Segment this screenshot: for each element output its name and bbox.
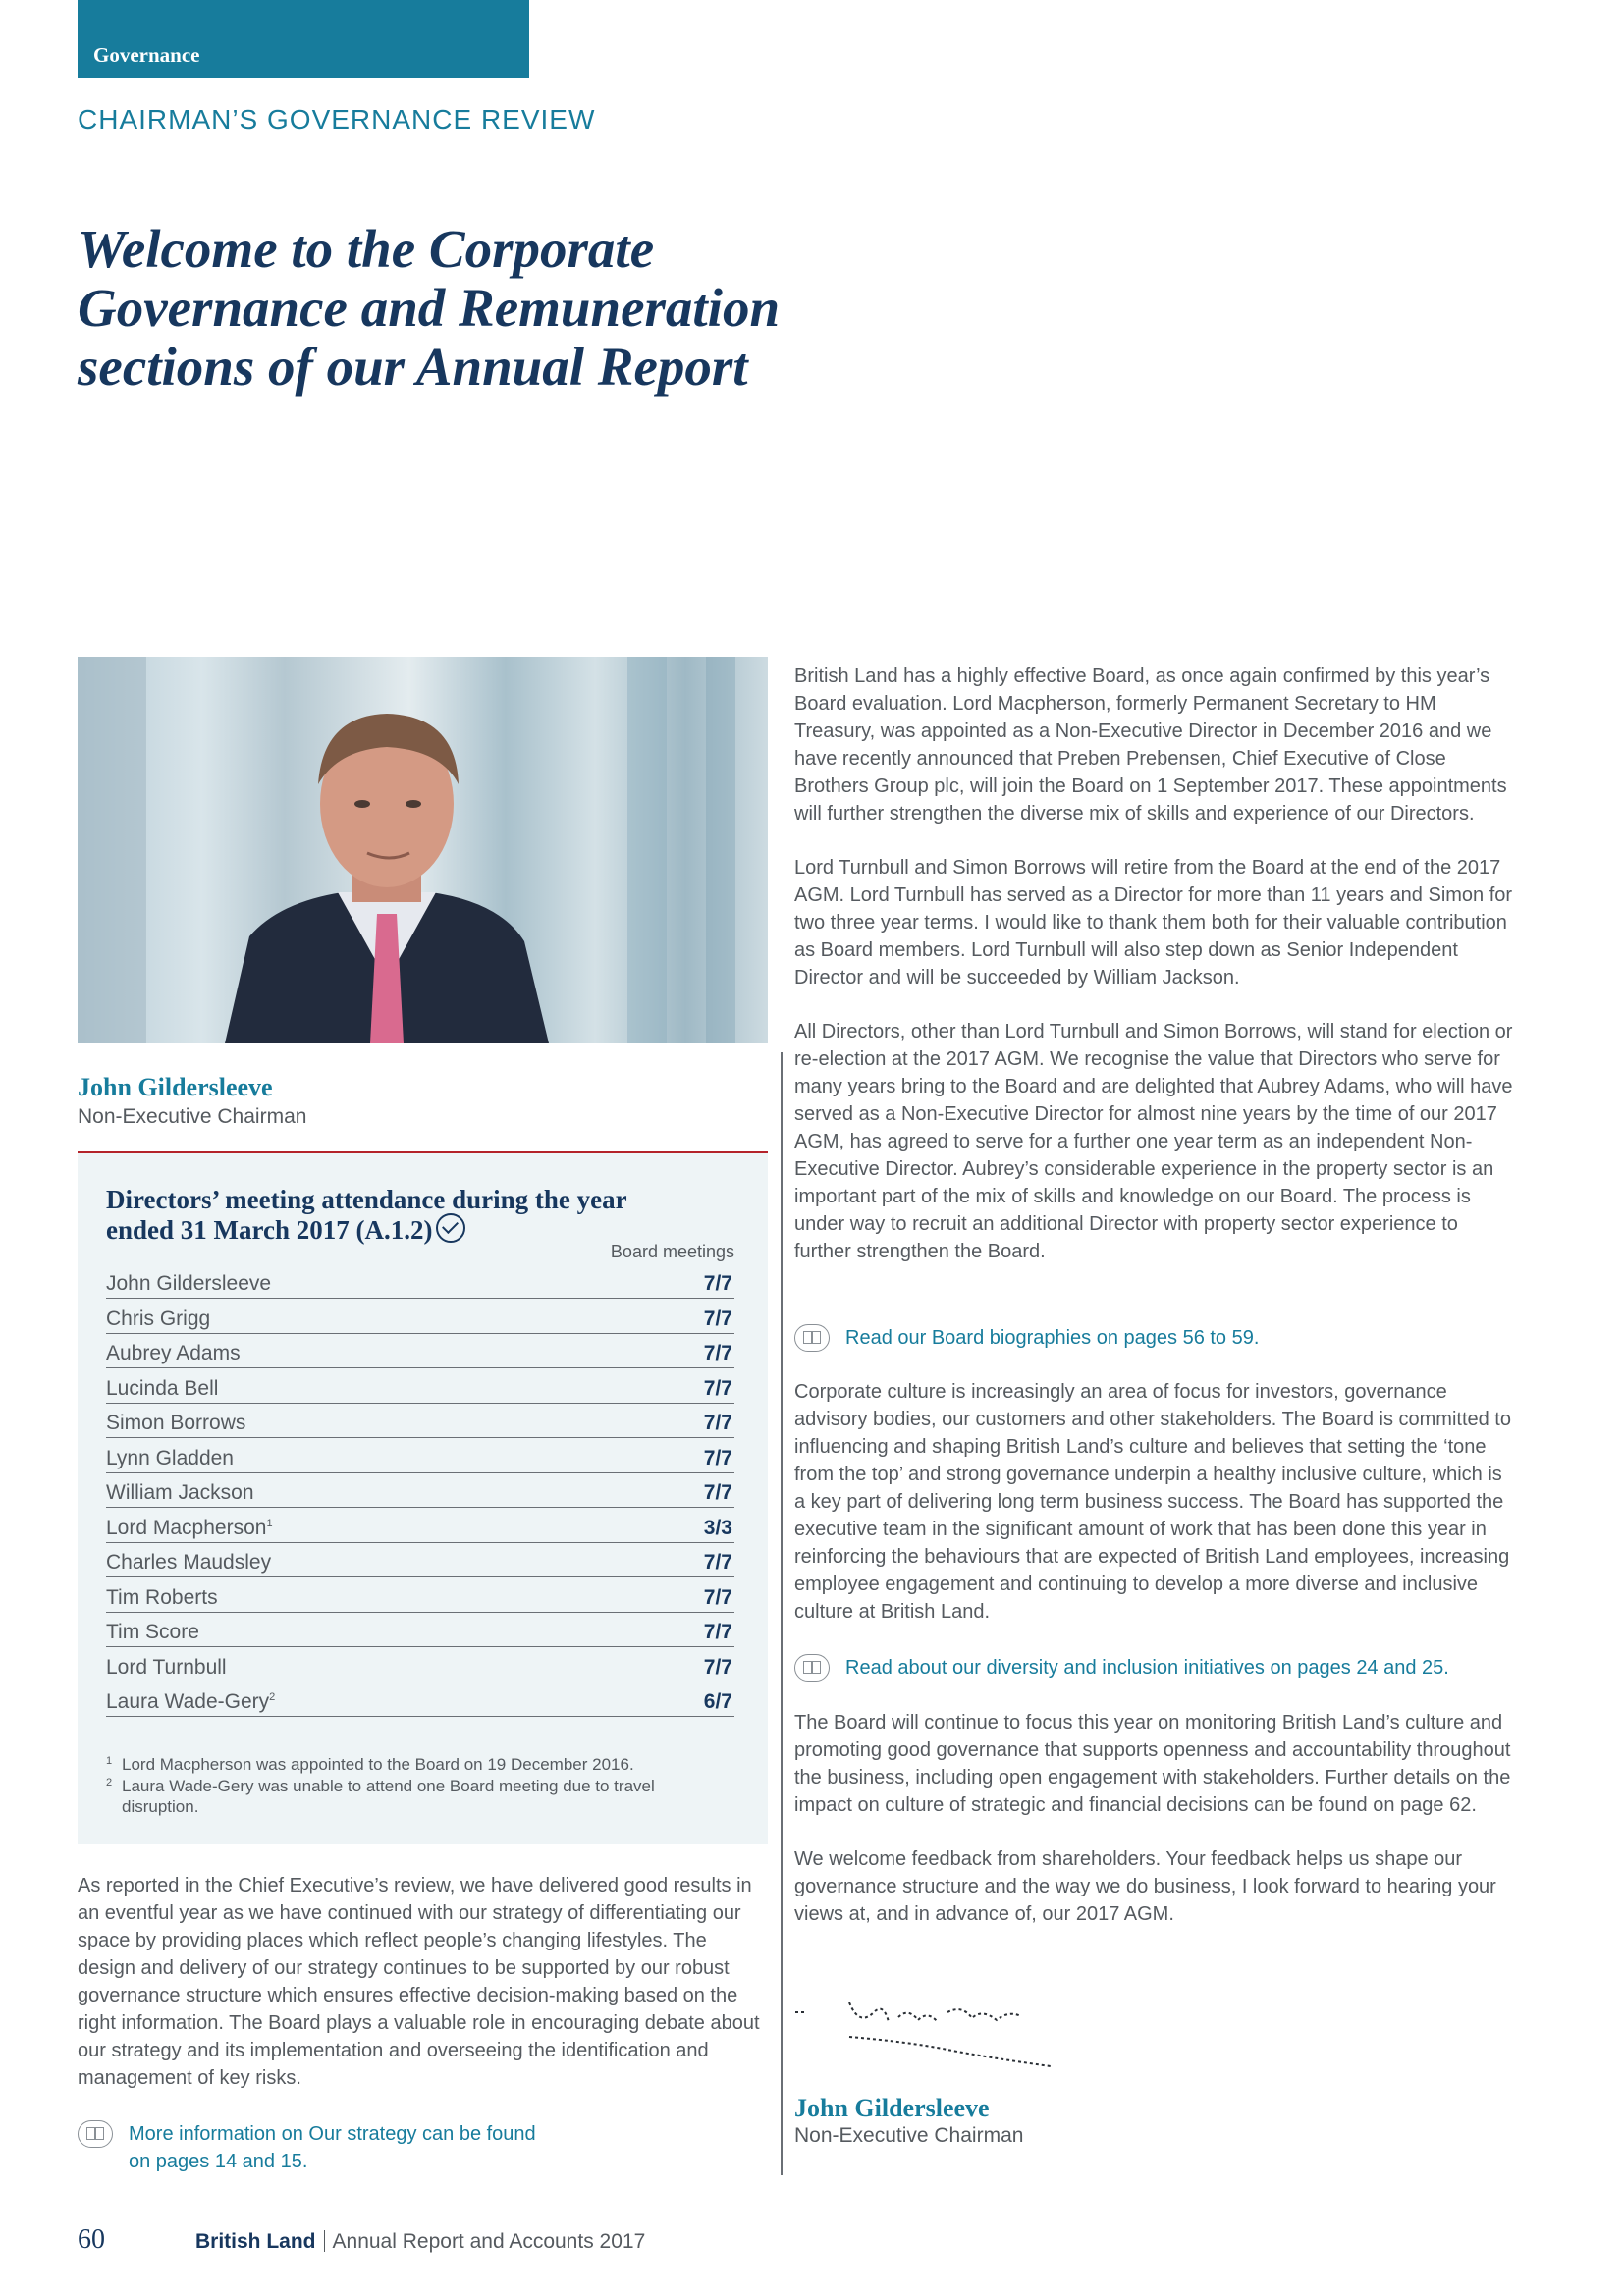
portrait-caption-name: John Gildersleeve bbox=[78, 1073, 273, 1101]
book-icon bbox=[78, 2120, 113, 2148]
director-name: Laura Wade-Gery bbox=[106, 1690, 270, 1713]
section-tab-label: Governance bbox=[93, 43, 200, 67]
book-icon bbox=[794, 1324, 830, 1352]
table-row bbox=[106, 1264, 734, 1299]
table-row bbox=[106, 1613, 734, 1647]
right-paragraph-6: We welcome feedback from shareholders. Your feedback helps us shape our governance structure and the way we do business, I look forward to hearing your views at, and in advance of, our 2017 AGM. bbox=[794, 1848, 1496, 1925]
left-body-paragraph: As reported in the Chief Executive’s review, we have delivered good results in an eventful year as we have continued with our strategy of differentiating our space by providing places which reflect people’s changing lifestyles. The design and delivery of our strategy continues to be supported by our robust governance structure which ensures effective decision-making based on the right information. The Board plays a valuable role in encouraging debate about our strategy and its implementation and overseeing the identification and management of key risks. bbox=[78, 1875, 760, 2089]
director-name: Chris Grigg bbox=[106, 1307, 211, 1330]
attendance-value: 7/7 bbox=[703, 1272, 732, 1295]
table-row bbox=[106, 1648, 734, 1682]
table-row bbox=[106, 1369, 734, 1404]
table-row bbox=[106, 1509, 734, 1543]
diversity-link[interactable]: Read about our diversity and inclusion initiatives on pages 24 and 25. bbox=[845, 1657, 1449, 1679]
attendance-value: 7/7 bbox=[703, 1481, 732, 1504]
right-body bbox=[794, 663, 1516, 1292]
attendance-value: 7/7 bbox=[703, 1551, 732, 1574]
footnote bbox=[106, 1754, 715, 1775]
table-row bbox=[106, 1578, 734, 1613]
right-paragraph-5: The Board will continue to focus this year on monitoring British Land’s culture and promoting good governance that supports openness and accountability throughout the business, including open engagement with stakeholders. Further details on the impact on culture of strategic and financial decisions can be found on page 62. bbox=[794, 1712, 1511, 1816]
strategy-link[interactable] bbox=[129, 2120, 767, 2175]
director-name: Lord Turnbull bbox=[106, 1655, 227, 1679]
attendance-value: 7/7 bbox=[703, 1446, 732, 1469]
director-name: Aubrey Adams bbox=[106, 1342, 241, 1364]
attendance-value: 3/3 bbox=[703, 1516, 732, 1539]
table-row bbox=[106, 1473, 734, 1508]
attendance-value: 7/7 bbox=[703, 1585, 732, 1609]
footnote-number: 2 bbox=[106, 1777, 113, 1789]
board-biographies-link[interactable]: Read our Board biographies on pages 56 to 59. bbox=[845, 1327, 1260, 1349]
right-paragraph-2: Lord Turnbull and Simon Borrows will retire from the Board at the end of the 2017 AGM. Lord Turnbull has served as a Director for more than 11 years and Simon for two three year terms. I would like to thank them both for their valuable contribution as Board members. Lord Turnbull will also step down as Senior Independent Director and will be succeeded by William Jackson. bbox=[794, 857, 1513, 988]
attendance-title bbox=[106, 1186, 754, 1244]
footnote-number: 1 bbox=[106, 1755, 113, 1767]
attendance-value: 7/7 bbox=[703, 1307, 732, 1330]
footer-brand: British Land bbox=[195, 2230, 316, 2253]
portrait-caption-role: Non-Executive Chairman bbox=[78, 1105, 307, 1128]
footnote-marker: 2 bbox=[269, 1691, 276, 1703]
right-paragraph-3: All Directors, other than Lord Turnbull and Simon Borrows, will stand for election or re-election at the 2017 AGM. We recognise the value that Directors who serve for many years bring to the Board and are delighted that Aubrey Adams, who will have served as a Non-Executive Director for almost nine years by the time of our 2017 AGM, has agreed to serve for a further one year term as an independent Non-Executive Director. Aubrey’s considerable experience in the property sector is an important part of the mix of skills and knowledge on our Board. The process is under way to recruit an additional Director with property sector experience to further strengthen the Board. bbox=[794, 1021, 1513, 1262]
signoff-role: Non-Executive Chairman bbox=[794, 2124, 1024, 2147]
footer-separator bbox=[324, 2230, 325, 2252]
right-body-closing bbox=[794, 1709, 1516, 1954]
table-row bbox=[106, 1404, 734, 1438]
headline-line: sections of our Annual Report bbox=[78, 337, 748, 397]
director-name: Tim Roberts bbox=[106, 1585, 218, 1609]
attendance-title-line2: ended 31 March 2017 (A.1.2) bbox=[106, 1215, 433, 1245]
footnote-text: Lord Macpherson was appointed to the Board on 19 December 2016. bbox=[122, 1755, 634, 1774]
footer-publication: Annual Report and Accounts 2017 bbox=[332, 2230, 646, 2253]
headline-line: Governance and Remuneration bbox=[78, 278, 781, 338]
chairman-portrait-photo bbox=[78, 657, 768, 1043]
page-number: 60 bbox=[78, 2224, 105, 2255]
page-headline bbox=[78, 220, 961, 397]
footnote-text: Laura Wade-Gery was unable to attend one Board meeting due to travel disruption. bbox=[122, 1777, 655, 1816]
attendance-value: 7/7 bbox=[703, 1412, 732, 1434]
director-name: Tim Score bbox=[106, 1621, 199, 1643]
right-body-culture bbox=[794, 1378, 1516, 1652]
footer bbox=[195, 2230, 645, 2254]
strategy-link-line2: on pages 14 and 15. bbox=[129, 2151, 308, 2172]
signoff-name: John Gildersleeve bbox=[794, 2094, 990, 2122]
footnote-marker: 1 bbox=[266, 1517, 273, 1529]
table-row bbox=[106, 1334, 734, 1368]
table-row bbox=[106, 1300, 734, 1334]
section-title: CHAIRMAN’S GOVERNANCE REVIEW bbox=[78, 104, 596, 134]
director-name: Charles Maudsley bbox=[106, 1551, 272, 1574]
director-name: William Jackson bbox=[106, 1481, 254, 1504]
portrait-illustration bbox=[78, 657, 768, 1043]
attendance-value: 7/7 bbox=[703, 1655, 732, 1679]
attendance-value: 7/7 bbox=[703, 1342, 732, 1364]
table-row bbox=[106, 1543, 734, 1577]
footnote bbox=[106, 1776, 715, 1817]
table-row bbox=[106, 1439, 734, 1473]
book-icon bbox=[794, 1654, 830, 1682]
headline-line: Welcome to the Corporate bbox=[78, 219, 655, 279]
director-name: Lynn Gladden bbox=[106, 1446, 234, 1469]
attendance-title-line1: Directors’ meeting attendance during the year bbox=[106, 1185, 627, 1214]
column-header-board-meetings: Board meetings bbox=[610, 1242, 734, 1261]
director-name: John Gildersleeve bbox=[106, 1272, 272, 1295]
attendance-value: 7/7 bbox=[703, 1376, 732, 1400]
director-name: Lucinda Bell bbox=[106, 1376, 219, 1400]
table-row bbox=[106, 1682, 734, 1717]
section-tab bbox=[78, 0, 529, 78]
attendance-value: 6/7 bbox=[703, 1690, 732, 1713]
right-paragraph-1: British Land has a highly effective Board, as once again confirmed by this year’s Board evaluation. Lord Macpherson, formerly Permanent Secretary to HM Treasury, was appointed as a Non-Executive Director in December 2016 and we have recently announced that Preben Prebensen, Chief Executive of Close Brothers Group plc, will join the Board on 1 September 2017. These appointments will further strengthen the diverse mix of skills and experience of our Directors. bbox=[794, 666, 1507, 825]
director-name: Simon Borrows bbox=[106, 1412, 246, 1434]
strategy-link-line1: More information on Our strategy can be found bbox=[129, 2123, 536, 2145]
attendance-value: 7/7 bbox=[703, 1621, 732, 1643]
column-divider bbox=[781, 1052, 783, 2175]
checkmark-circle-icon bbox=[436, 1213, 465, 1243]
right-paragraph-4: Corporate culture is increasingly an area of focus for investors, governance advisory bodies, our customers and other stakeholders. The Board is committed to influencing and shaping British Land’s culture and believes that setting the ‘tone from the top’ and strong governance underpin a healthy inclusive culture, which is a key part of delivering long term business success. The Board has supported the executive team in the significant amount of work that has been done this year in reinforcing the behaviours that are expected of British Land employees, increasing employee engagement and continuing to develop a more diverse and inclusive culture at British Land. bbox=[794, 1381, 1511, 1623]
director-name: Lord Macpherson bbox=[106, 1516, 267, 1539]
handwritten-signature bbox=[790, 1983, 1065, 2081]
